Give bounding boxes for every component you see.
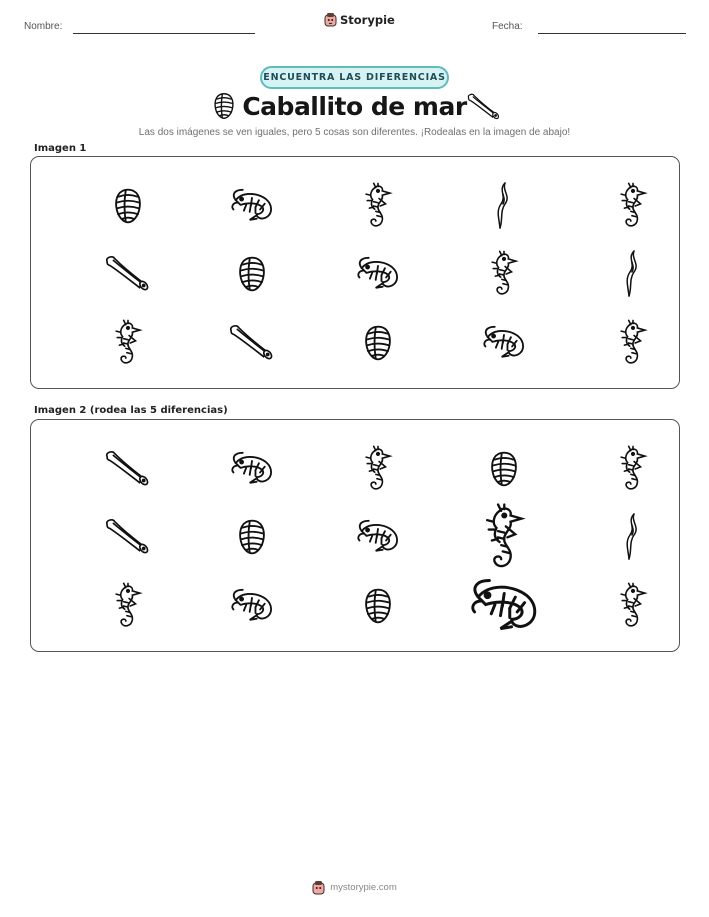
seahorse-icon: [603, 178, 663, 234]
shell-icon[interactable]: [474, 441, 534, 497]
seaweed-icon[interactable]: [603, 509, 663, 565]
shell-icon[interactable]: [222, 509, 282, 565]
footer-url[interactable]: mystorypie.com: [330, 882, 397, 893]
brand-name: Storypie: [340, 12, 395, 27]
name-label: Nombre:: [24, 21, 63, 32]
shrimp-icon: [474, 315, 534, 371]
date-label: Fecha:: [492, 21, 523, 32]
instructions: Las dos imágenes se ven iguales, pero 5 cosas son diferentes. ¡Rodealas en la imagen de abajo!: [138, 127, 571, 138]
shrimp-icon[interactable]: [222, 578, 282, 634]
shrimp-icon: [348, 246, 408, 302]
shrimp-icon[interactable]: [474, 568, 534, 644]
bone-icon: [98, 246, 158, 302]
image2-label: Imagen 2 (rodea las 5 diferencias): [34, 405, 228, 416]
shrimp-icon: [222, 178, 282, 234]
seaweed-icon: [603, 246, 663, 302]
name-line[interactable]: [73, 33, 255, 34]
bone-icon[interactable]: [98, 509, 158, 565]
page-title: Caballito de mar: [242, 92, 467, 121]
seahorse-icon[interactable]: [603, 441, 663, 497]
date-line[interactable]: [538, 33, 686, 34]
seahorse-icon: [603, 315, 663, 371]
title-bone-icon: [467, 92, 501, 126]
shell-icon: [222, 246, 282, 302]
bone-icon[interactable]: [98, 441, 158, 497]
bone-icon: [222, 315, 282, 371]
seahorse-icon[interactable]: [98, 578, 158, 634]
shell-icon[interactable]: [348, 578, 408, 634]
shell-icon: [348, 315, 408, 371]
seahorse-icon[interactable]: [474, 499, 534, 575]
seaweed-icon: [474, 178, 534, 234]
storypie-logo-icon: [312, 880, 325, 895]
footer: [0, 880, 709, 895]
brand: [324, 12, 395, 27]
shrimp-icon[interactable]: [348, 509, 408, 565]
seahorse-icon: [98, 315, 158, 371]
image2-panel[interactable]: [30, 419, 680, 652]
seahorse-icon: [348, 178, 408, 234]
seahorse-icon: [474, 246, 534, 302]
shrimp-icon[interactable]: [222, 441, 282, 497]
worksheet-type-badge: ENCUENTRA LAS DIFERENCIAS: [260, 66, 449, 89]
shell-icon: [98, 178, 158, 234]
image1-label: Imagen 1: [34, 143, 87, 154]
storypie-logo-icon: [324, 12, 337, 27]
image1-panel: [30, 156, 680, 389]
seahorse-icon[interactable]: [348, 441, 408, 497]
seahorse-icon[interactable]: [603, 578, 663, 634]
